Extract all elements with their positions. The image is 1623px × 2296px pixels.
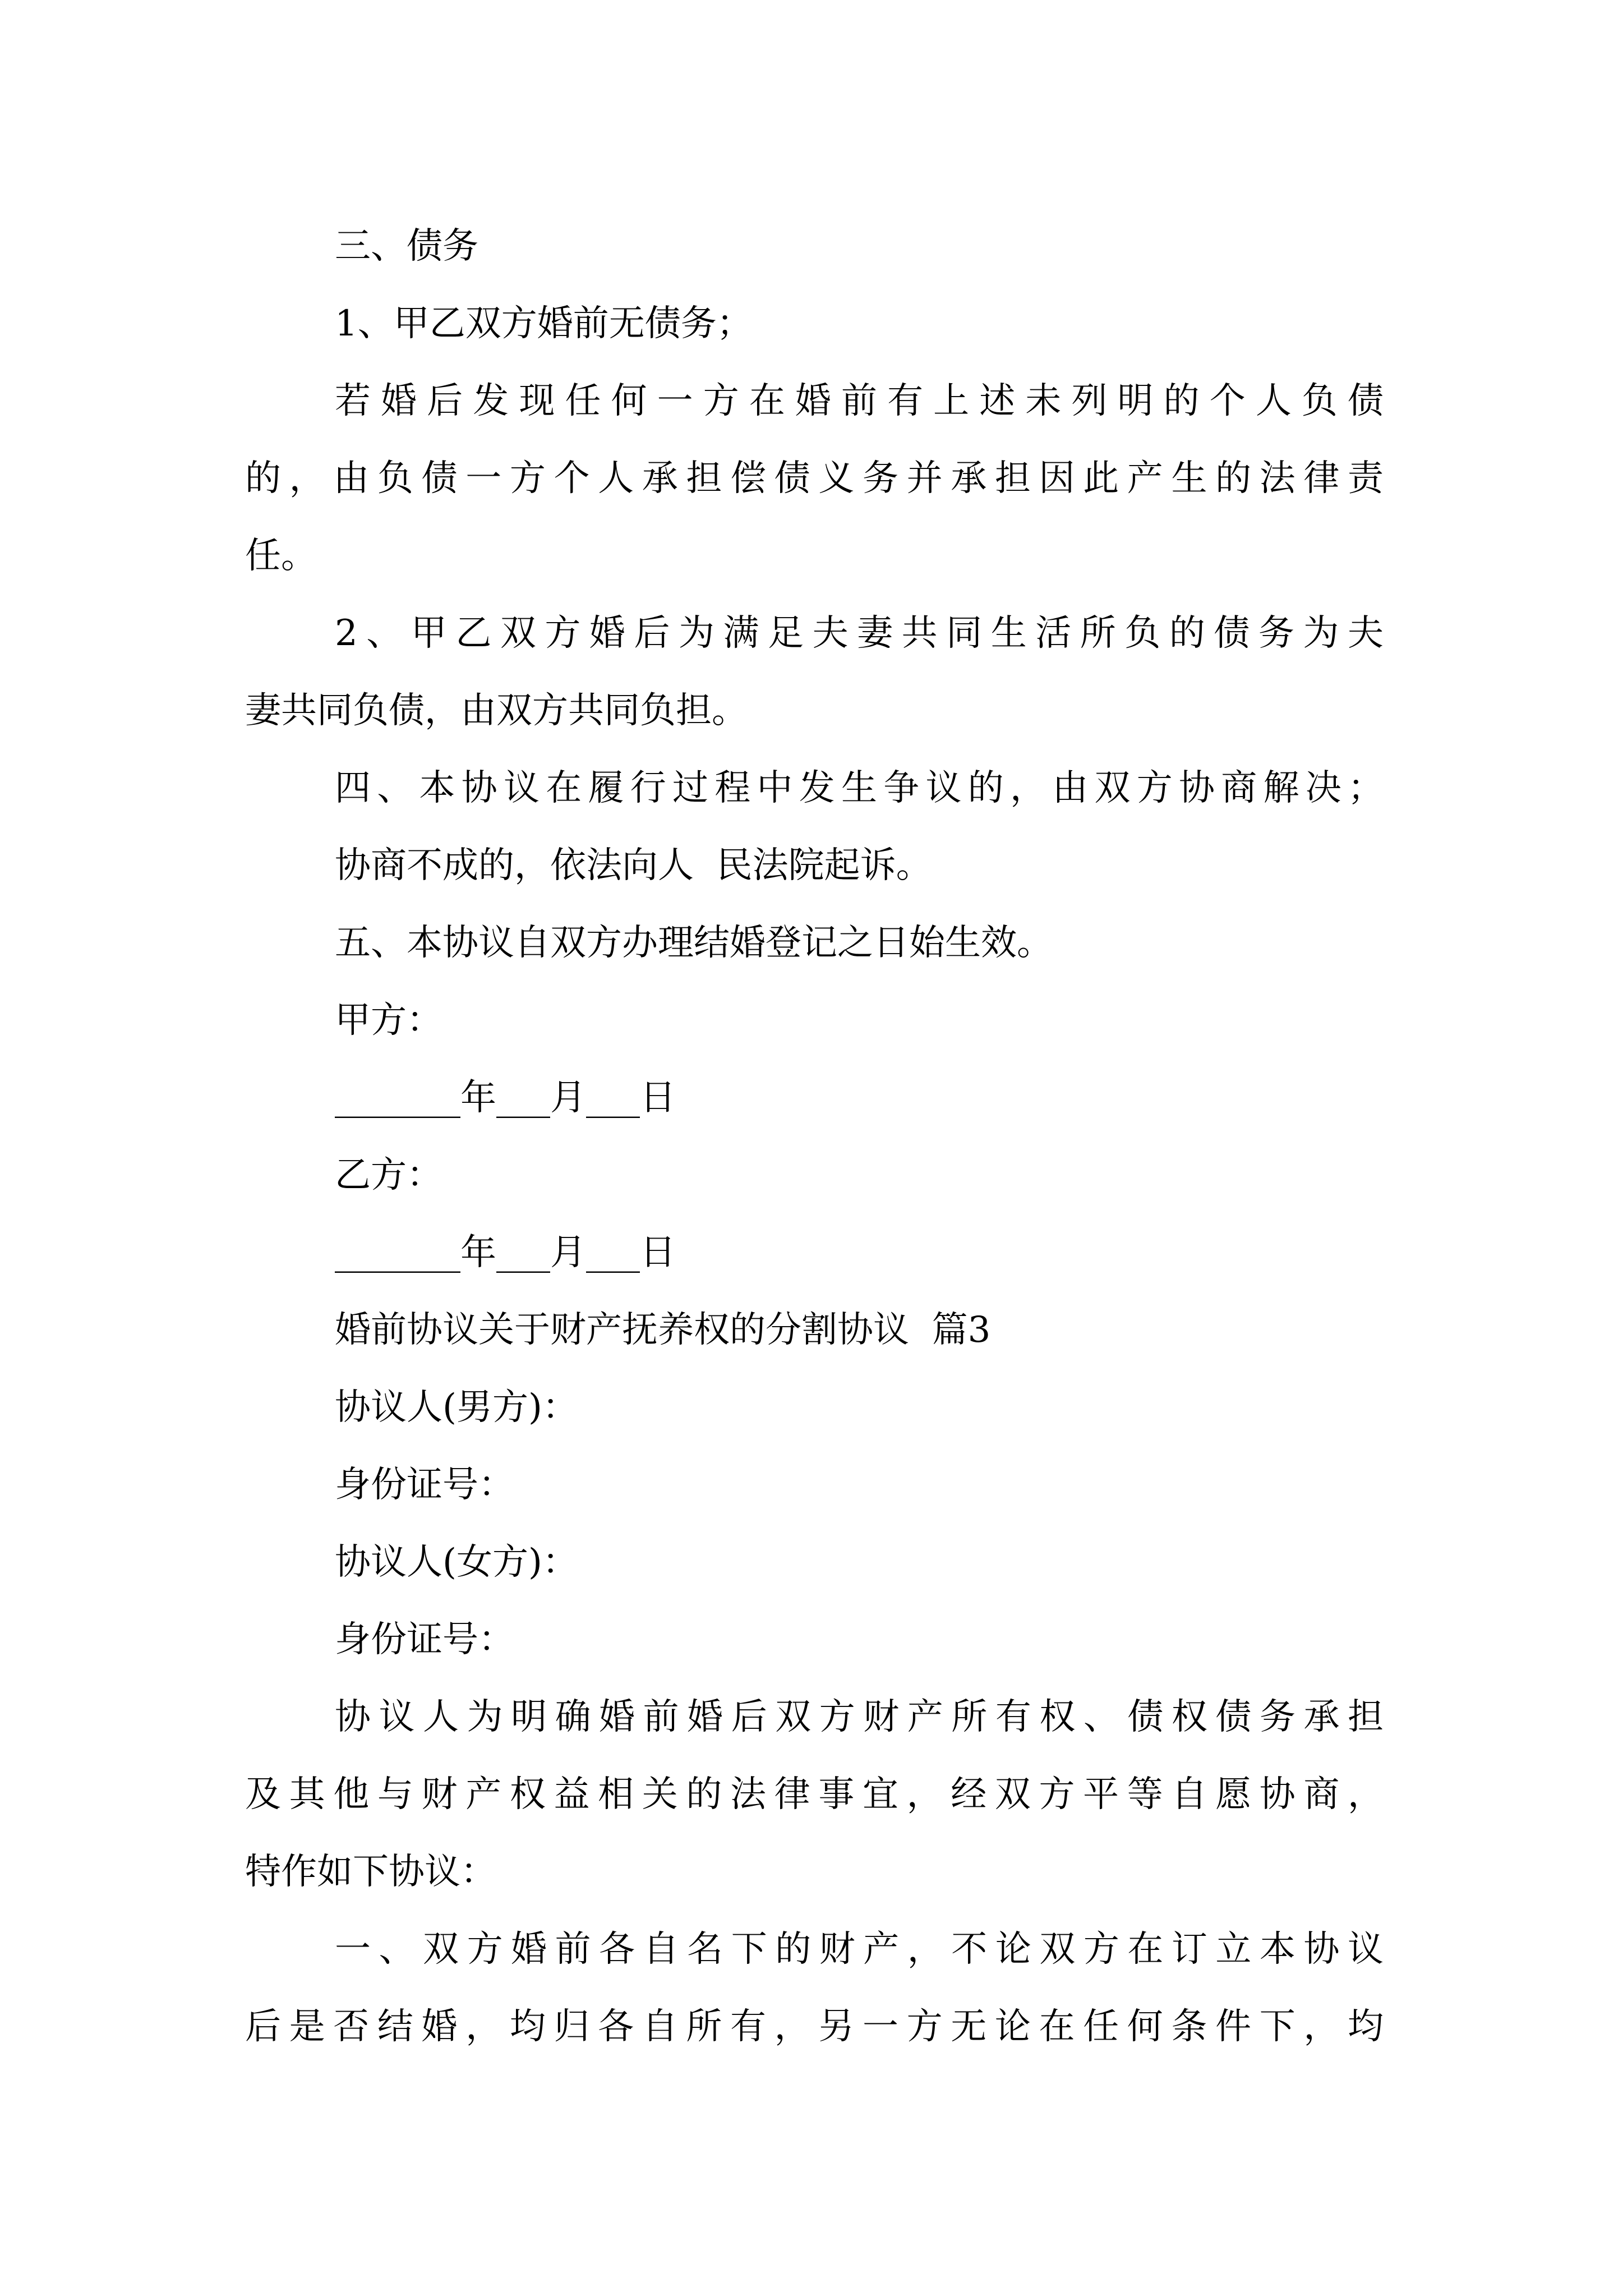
section-heading-effective: 五、本协议自双方办理结婚登记之日始生效。	[335, 922, 1053, 964]
paragraph-line: 及其他与财产权益相关的法律事宜，经双方平等自愿协商，	[245, 1774, 1384, 1815]
agreement-title: 婚前协议关于财产抚养权的分割协议 篇3	[335, 1309, 991, 1351]
party-female-label: 协议人(女方)：	[335, 1542, 578, 1583]
paragraph-line: 妻共同负债，由双方共同负担。	[245, 690, 748, 731]
signature-label-party-a: 甲方：	[335, 1000, 442, 1041]
section-heading-debts: 三、债务	[335, 226, 478, 267]
id-number-label: 身份证号：	[335, 1464, 514, 1506]
paragraph-line: 2、甲乙双方婚后为满足夫妻共同生活所负的债务为夫	[335, 613, 1384, 654]
paragraph-line: 的，由负债一方个人承担偿债义务并承担因此产生的法律责	[245, 458, 1384, 499]
section-heading-disputes: 四、本协议在履行过程中发生争议的，由双方协商解决；	[335, 767, 1384, 809]
paragraph-line: 特作如下协议：	[245, 1851, 496, 1893]
party-male-label: 协议人(男方)：	[335, 1387, 578, 1428]
id-number-label: 身份证号：	[335, 1619, 514, 1660]
paragraph-line: 一、双方婚前各自名下的财产，不论双方在订立本协议	[335, 1929, 1384, 1970]
document-body	[245, 208, 1384, 2065]
signature-label-party-b: 乙方：	[335, 1154, 442, 1196]
date-line-party-b: _______年___月___日	[335, 1232, 676, 1273]
paragraph-line: 任。	[245, 535, 317, 577]
paragraph-line: 若婚后发现任何一方在婚前有上述未列明的个人负债	[335, 380, 1384, 422]
paragraph-line: 协商不成的，依法向人 民法院起诉。	[335, 845, 932, 886]
paragraph-line: 1、甲乙双方婚前无债务；	[335, 303, 753, 344]
paragraph-line: 协议人为明确婚前婚后双方财产所有权、债权债务承担	[335, 1696, 1384, 1738]
date-line-party-a: _______年___月___日	[335, 1077, 676, 1119]
paragraph-line: 后是否结婚，均归各自所有，另一方无论在任何条件下，均	[245, 2006, 1384, 2047]
